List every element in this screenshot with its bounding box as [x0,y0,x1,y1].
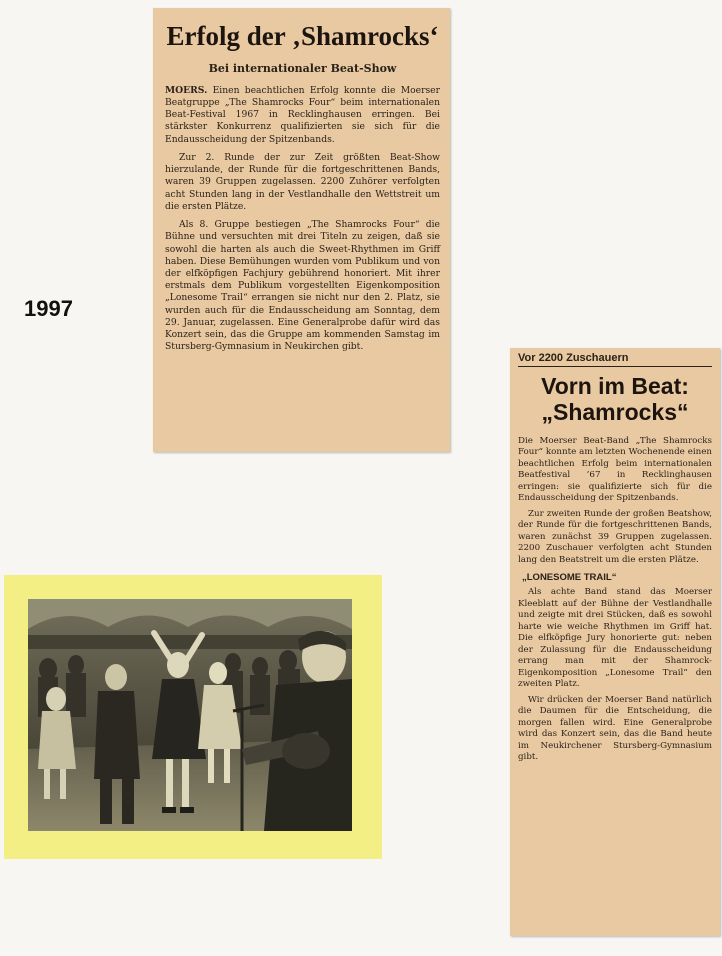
clipping-1-paragraph: Als 8. Gruppe bestiegen „The Shamrocks Four“ die Bühne und versuchten mit drei Titeln zu zeigen, daß sie sowohl die harten als auch die Sweet-Rhythmen im Griff haben. Diese Bemühungen wurden vom Publikum und von der elfköpfigen Fachjury gebührend honoriert. Mit ihrer erstmals dem Publikum vorgestellten Eigenkomposition „Lonesome Trail“ errangen sie nicht nur den 2. Platz, sie wurden auch für die Endausscheidung am Sonntag, dem 29. Januar, zugelassen. Eine Generalprobe dafür wird das Konzert sein, das die Gruppe am kommenden Samstag im Stursberg-Gymnasium in Neukirchen gibt. [165,219,440,353]
clipping-2-headline [518,373,712,426]
newspaper-clipping-vorn-im-beat [510,348,720,936]
clipping-1-paragraph [165,85,440,146]
clipping-1-paragraph: Zur 2. Runde der zur Zeit größten Beat-Show hierzulande, der Runde für die fortgeschrittenen Bands, waren 39 Gruppen zugelassen. 2200 Zuhörer verfolgten acht Stunden lang in der Vestlandhalle den Wettstreit um die ersten Plätze. [165,151,440,212]
dance-hall-photo [28,599,352,831]
clipping-1-dateline: MOERS. [165,84,208,96]
newspaper-clipping-erfolg [153,8,450,452]
clipping-1-headline: Erfolg der ‚Shamrocks‘ [166,21,439,51]
clipping-2-paragraph: Wir drücken der Moerser Band natürlich die Daumen für die Entscheidung, die morgen fallen wird. Eine Generalprobe wird das Konzert sein, das die Band heute im Neukirchener Stursberg-Gymnasium gibt. [518,694,712,762]
dance-hall-photo-illustration [28,599,352,831]
clipping-1-paragraph-text: Einen beachtlichen Erfolg konnte die Moerser Beatgruppe „The Shamrocks Four“ beim internationalen Beat-Festival 1967 in Recklinghausen erringen. Bei stärkster Konkurrenz qualifizierten sie sich für die Endausscheidung der Spitzenbands. [165,84,441,145]
clipping-2-paragraph: Die Moerser Beat-Band „The Shamrocks Four“ konnte am letzten Wochenende einen beachtlichen Erfolg beim internationalen Beatfestival ’67 in Recklinghausen erringen: sie qualifizierte sich für die Endausscheidung der Spitzenbands. [518,435,712,504]
clipping-2-headline-line-1: Vorn im Beat: [541,373,689,399]
clipping-2-headline-line-2: „Shamrocks“ [541,399,689,426]
clipping-2-paragraph: Als achte Band stand das Moerser Kleeblatt auf der Bühne der Vestlandhalle und zeigte mit drei Stücken, daß es sowohl harte wie weiche Rhythmen im Griff hat. Die elfköpfige Jury honorierte gut: neben der Zulassung für die Endausscheidung errang man mit der Shamrock-Eigenkomposition „Lonesome Trail“ den zweiten Platz. [518,587,712,690]
clipping-2-section-heading: „LONESOME TRAIL“ [522,572,617,584]
photo-mount [4,575,382,859]
clipping-2-kicker: Vor 2200 Zuschauern [518,352,712,367]
clipping-1-subheadline: Bei internationaler Beat-Show [208,61,397,75]
clipping-2-paragraph: Zur zweiten Runde der großen Beatshow, der Runde für die fortgeschrittenen Bands, waren zunächst 39 Gruppen zugelassen. 2200 Zuschauer verfolgten acht Stunden lang den Beatstreit um die ersten Plätze. [518,508,712,565]
year-label: 1997 [24,296,73,321]
